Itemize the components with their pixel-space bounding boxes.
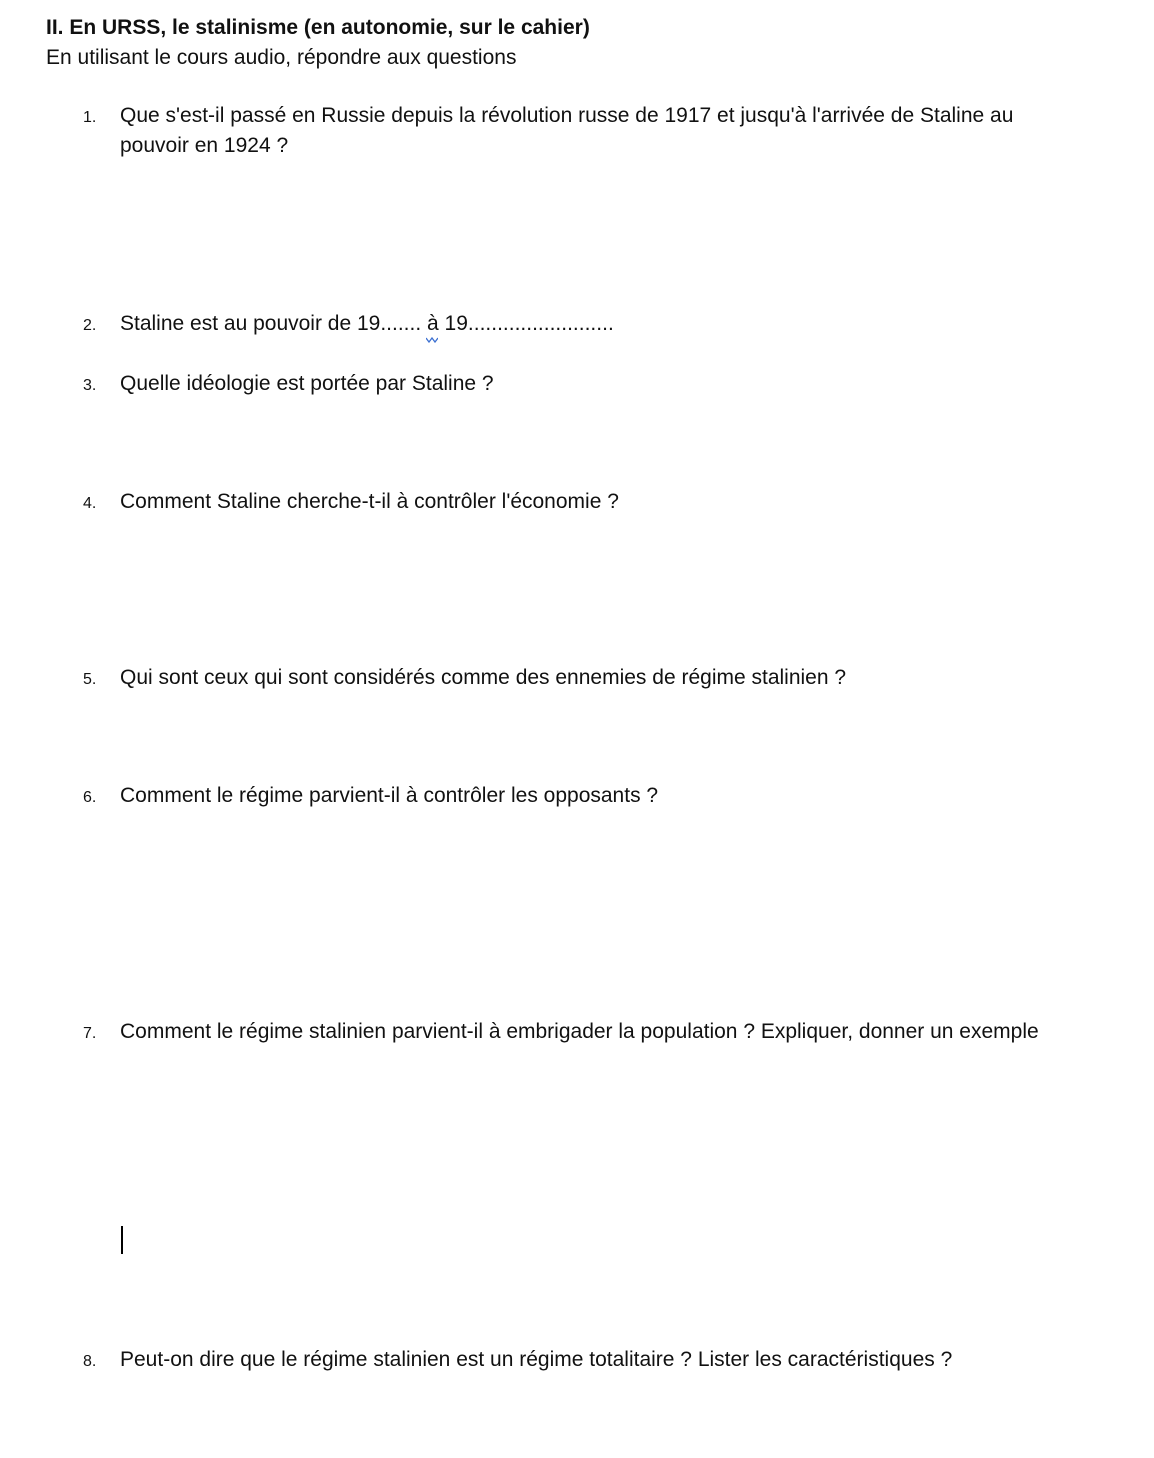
question-number: 5. <box>83 671 97 688</box>
spellcheck-squiggle-icon <box>426 337 438 343</box>
question-text[interactable] <box>120 309 1080 339</box>
question-text[interactable]: Que s'est-il passé en Russie depuis la révolution russe de 1917 et jusqu'à l'arrivée de Staline au pouvoir en 1924 ? <box>120 104 1014 157</box>
question-number: 8. <box>83 1353 97 1370</box>
question-number: 2. <box>83 317 97 334</box>
instructions: En utilisant le cours audio, répondre aux questions <box>46 46 517 69</box>
question-text[interactable]: Comment Staline cherche-t-il à contrôler l'économie ? <box>120 490 619 513</box>
question-number: 6. <box>83 789 97 806</box>
question-number: 4. <box>83 495 97 512</box>
question-text-before: Staline est au pouvoir de 19....... <box>120 312 428 335</box>
question-number: 1. <box>83 109 97 126</box>
spellcheck-word-text: à <box>427 312 439 335</box>
question-number: 7. <box>83 1025 97 1042</box>
question-number: 3. <box>83 377 97 394</box>
text-cursor <box>121 1226 123 1254</box>
spellcheck-word[interactable] <box>427 309 439 339</box>
question-text[interactable]: Comment le régime parvient-il à contrôler les opposants ? <box>120 784 659 807</box>
question-text[interactable]: Quelle idéologie est portée par Staline ? <box>120 372 494 395</box>
section-title: II. En URSS, le stalinisme (en autonomie, sur le cahier) <box>46 16 590 39</box>
question-text[interactable]: Comment le régime stalinien parvient-il à embrigader la population ? Expliquer, donner un exemple <box>120 1020 1039 1043</box>
question-text[interactable]: Qui sont ceux qui sont considérés comme des ennemies de régime stalinien ? <box>120 666 847 689</box>
question-text[interactable]: Peut-on dire que le régime stalinien est un régime totalitaire ? Lister les caractéristiques ? <box>120 1348 953 1371</box>
question-text-after: 19......................... <box>438 312 614 335</box>
